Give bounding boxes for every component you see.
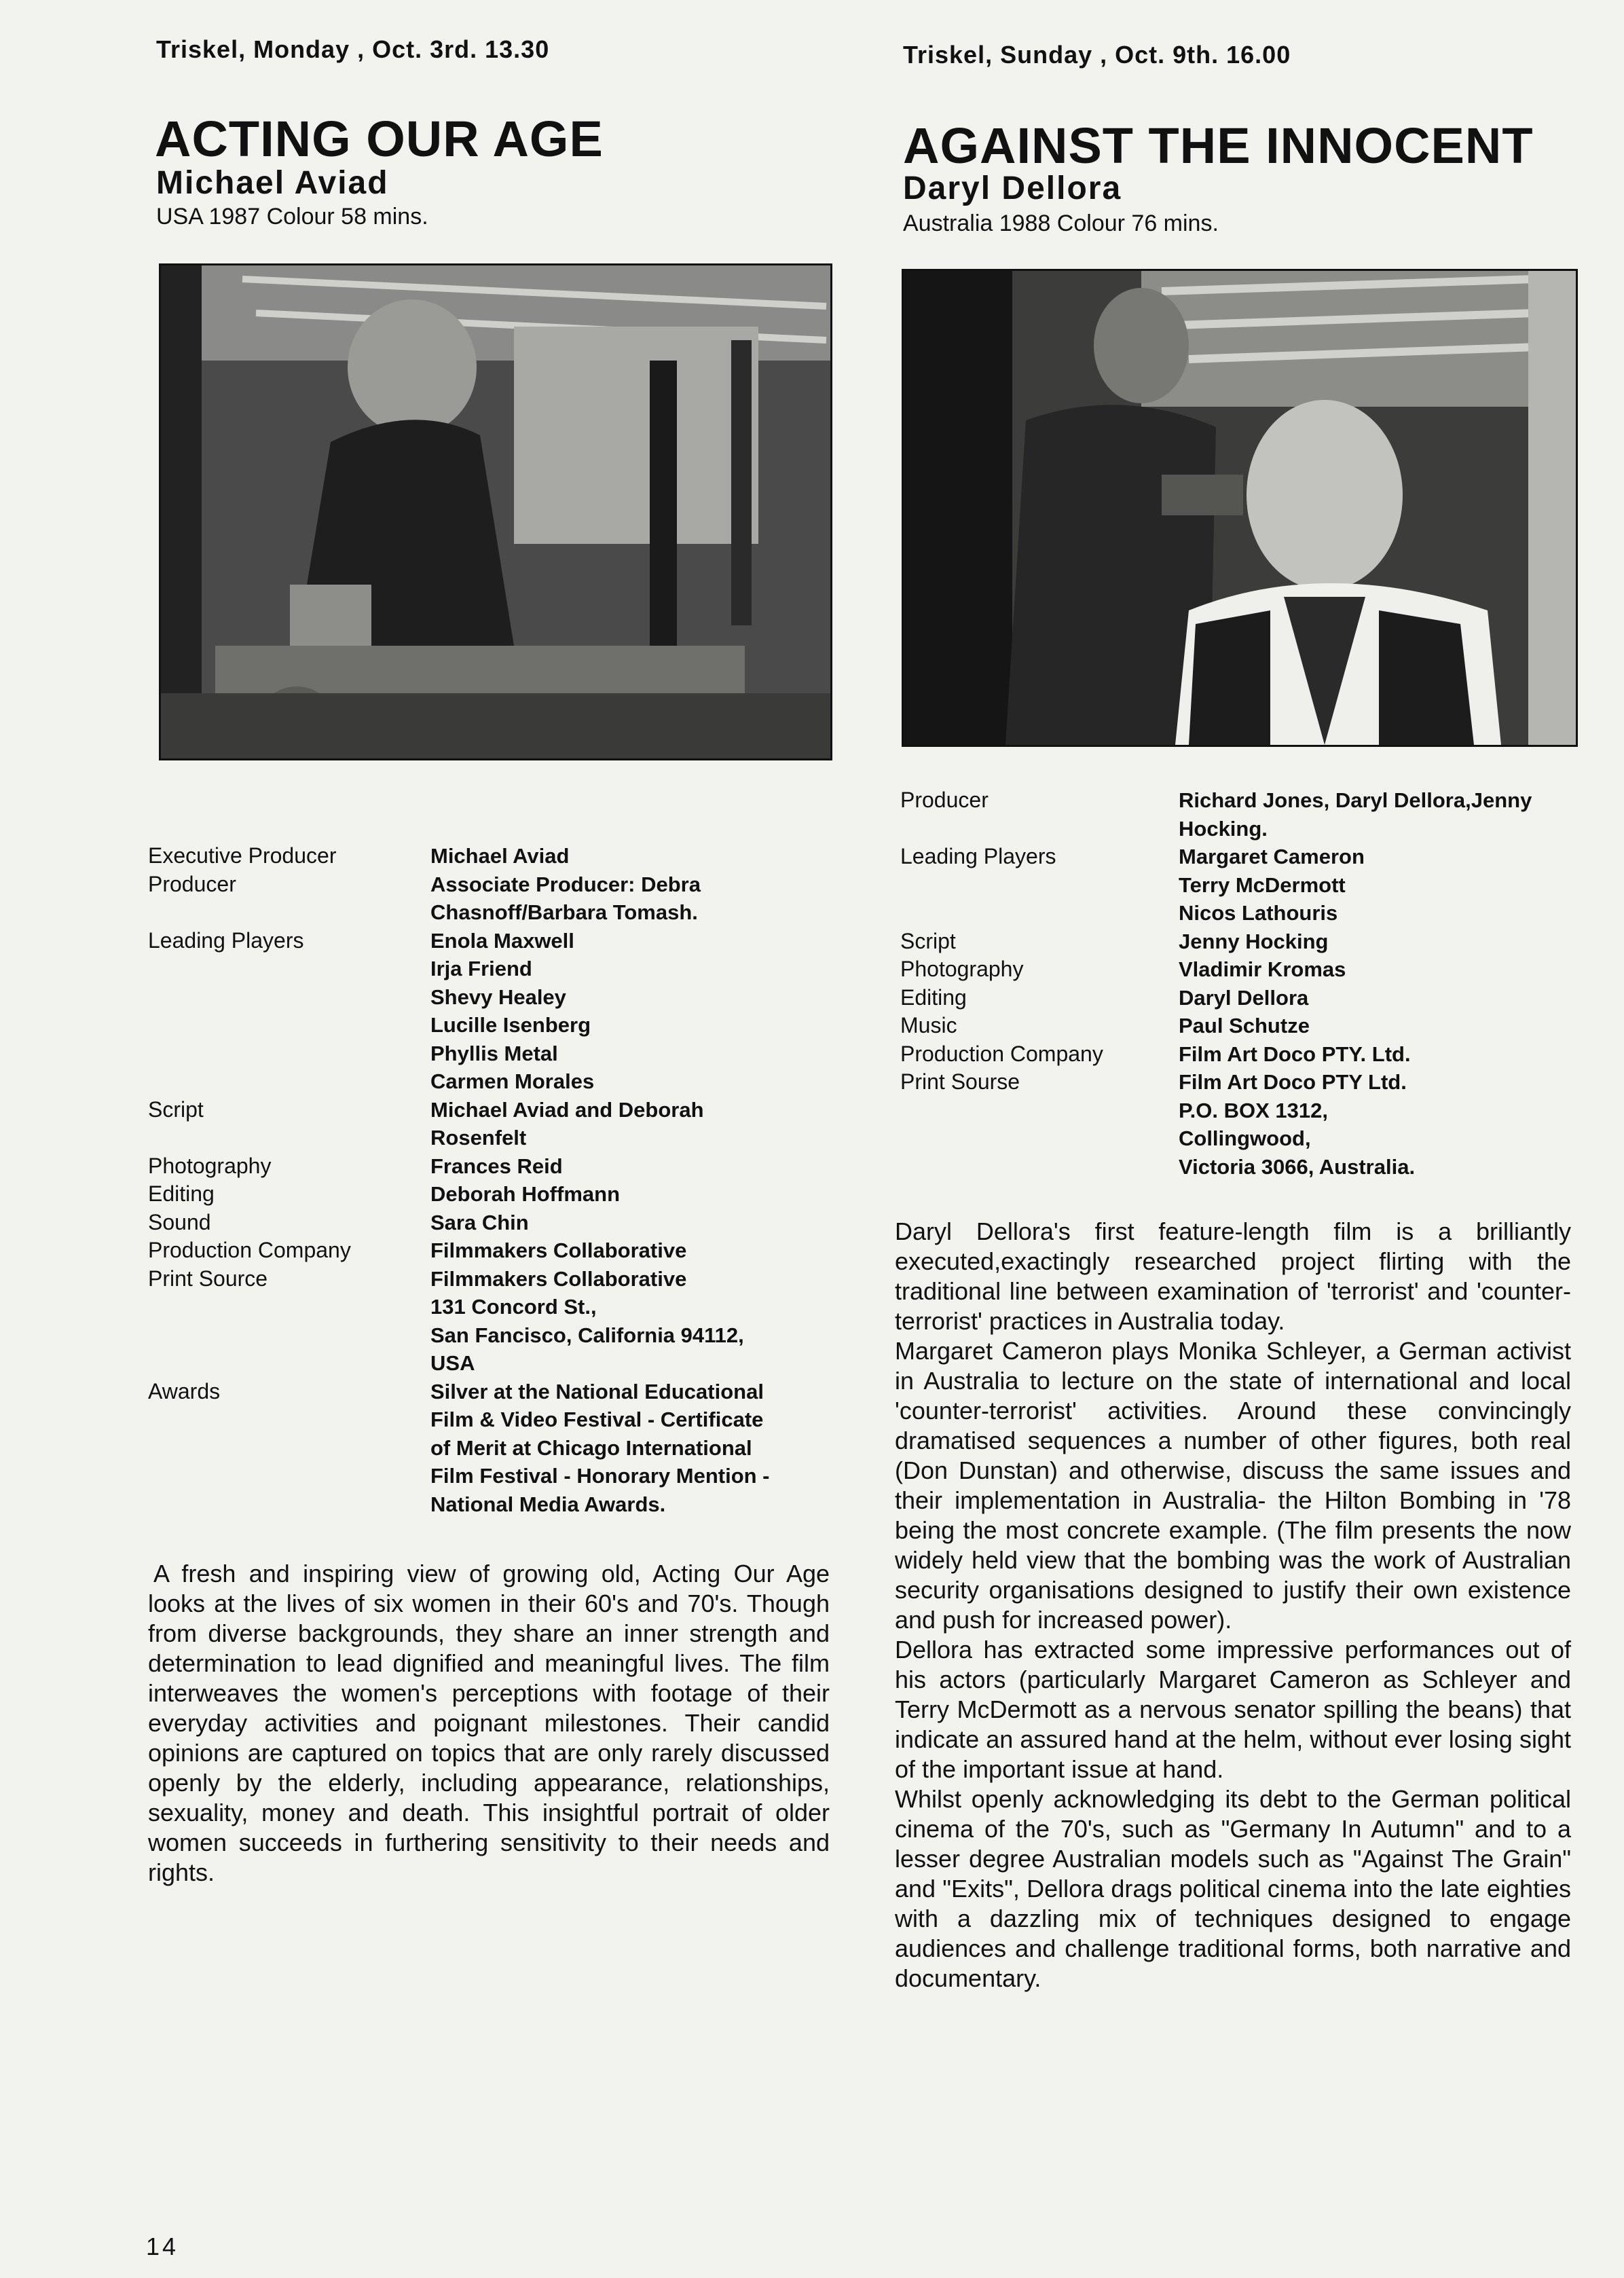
credit-value: Richard Jones, Daryl Dellora,Jenny Hocking.	[1179, 788, 1532, 841]
credit-row-leading-players	[900, 843, 1579, 927]
credit-row-producer	[148, 870, 834, 927]
credit-value: Jenny Hocking	[1179, 929, 1329, 953]
credit-row-executive-producer	[148, 842, 834, 870]
credit-value: Film Art Doco PTY Ltd. P.O. BOX 1312, Collingwood, Victoria 3066, Australia.	[1179, 1070, 1416, 1179]
credit-row-sound	[148, 1209, 834, 1237]
credit-value: Paul Schutze	[1179, 1014, 1310, 1037]
review-paragraph: Daryl Dellora's first feature-length film is a brilliantly executed,exactingly researched project flirting with the traditional line between examination of 'terrorist' and 'counter-terrorist' practices in Australia today.	[895, 1217, 1571, 1335]
credit-value: Frances Reid	[430, 1154, 563, 1178]
director-name: Michael Aviad	[156, 165, 389, 201]
credit-role: Script	[148, 1097, 204, 1122]
credit-row-production-company	[148, 1236, 834, 1265]
credit-value: Margaret Cameron Terry McDermott Nicos Lathouris	[1179, 845, 1365, 925]
credit-value: Michael Aviad	[430, 844, 570, 868]
credit-row-print-source	[900, 1068, 1579, 1181]
credit-value: Sara Chin	[430, 1210, 529, 1234]
credit-role: Photography	[148, 1153, 272, 1178]
credit-role: Production Company	[900, 1041, 1103, 1066]
film-still-photo	[159, 263, 832, 760]
review-paragraph: Dellora has extracted some impressive performances out of his actors (particularly Margaret Cameron as Schleyer and Terry McDermott as a nervous senator spilling the beans) that indicate an assured hand at the helm, without ever losing sight of the important issue at hand.	[895, 1636, 1571, 1783]
credit-role: Print Sourse	[900, 1069, 1020, 1094]
film-synopsis	[148, 1559, 830, 1888]
credit-value: Silver at the National Educational Film & Video Festival - Certificate of Merit at Chicago International Film Festival - Honorary Mention - National Media Awards.	[430, 1379, 770, 1516]
credit-value: Vladimir Kromas	[1179, 957, 1346, 981]
credit-role: Sound	[148, 1209, 211, 1234]
screening-info: Triskel, Sunday , Oct. 9th. 16.00	[903, 41, 1291, 69]
page-number: 14	[146, 2233, 179, 2260]
film-title: ACTING OUR AGE	[155, 111, 604, 167]
credit-role: Print Source	[148, 1266, 268, 1291]
credit-role: Executive Producer	[148, 843, 337, 868]
credit-role: Photography	[900, 957, 1024, 981]
credit-row-awards	[148, 1378, 834, 1519]
credit-value: Filmmakers Collaborative 131 Concord St., San Fancisco, California 94112, USA	[430, 1266, 744, 1375]
credit-role: Leading Players	[900, 844, 1056, 868]
credit-value: Film Art Doco PTY. Ltd.	[1179, 1042, 1411, 1066]
credit-role: Producer	[148, 871, 236, 896]
credit-role: Editing	[900, 985, 967, 1010]
credit-role: Producer	[900, 788, 989, 812]
review-paragraph: Margaret Cameron plays Monika Schleyer, a German activist in Australia to lecture on the state of international and local 'counter-terrorist' activities. Around these convincingly dramatised sequences a number of other figures, both real (Don Dunstan) and otherwise, discuss the same issues and their implementation in Australia- the Hilton Bombing in '78 being the most concrete example. (The film presents the now widely held view that the bombing was the work of Australian security organisations designed to justify their own existence and push for increased power).	[895, 1337, 1571, 1634]
film-review	[895, 1217, 1571, 1994]
credit-value: Associate Producer: Debra Chasnoff/Barbara Tomash.	[430, 872, 701, 924]
credit-row-leading-players	[148, 927, 834, 1096]
review-paragraph: Whilst openly acknowledging its debt to the German political cinema of the 70's, such as "Germany In Autumn" and to a lesser degree Australian models such as "Against The Grain" and "Exits", Dellora drags political cinema into the late eighties with a dazzling mix of techniques designed to engage audiences and challenge traditional forms, both narrative and documentary.	[895, 1785, 1571, 1992]
credit-role: Script	[900, 928, 956, 953]
screening-info: Triskel, Monday , Oct. 3rd. 13.30	[156, 35, 550, 63]
film-title: AGAINST THE INNOCENT	[903, 117, 1534, 174]
credit-row-script	[900, 927, 1579, 956]
credit-row-editing	[900, 984, 1579, 1012]
director-name: Daryl Dellora	[903, 170, 1122, 206]
credit-row-editing	[148, 1180, 834, 1209]
credit-row-photography	[900, 955, 1579, 984]
credit-row-production-company	[900, 1040, 1579, 1069]
credit-value: Enola Maxwell Irja Friend Shevy Healey Lucille Isenberg Phyllis Metal Carmen Morales	[430, 928, 595, 1093]
credit-row-music	[900, 1012, 1579, 1040]
credit-row-producer	[900, 786, 1579, 843]
credit-role: Production Company	[148, 1238, 351, 1262]
credit-row-photography	[148, 1152, 834, 1181]
credit-role: Music	[900, 1013, 957, 1037]
credit-value: Daryl Dellora	[1179, 985, 1309, 1010]
credit-value: Deborah Hoffmann	[430, 1182, 620, 1206]
film-still-photo	[902, 269, 1578, 747]
credit-role: Awards	[148, 1378, 221, 1403]
credit-role: Editing	[148, 1181, 215, 1206]
film-meta: Australia 1988 Colour 76 mins.	[903, 210, 1219, 236]
credit-value: Michael Aviad and Deborah Rosenfelt	[430, 1097, 704, 1150]
credit-row-print-source	[148, 1265, 834, 1378]
credits-list	[900, 786, 1579, 1181]
film-still-gunman-and-older-man-icon	[904, 271, 1576, 745]
film-meta: USA 1987 Colour 58 mins.	[156, 204, 428, 229]
film-still-woman-seated-icon	[161, 265, 830, 758]
synopsis-paragraph: A fresh and inspiring view of growing old, Acting Our Age looks at the lives of six women in their 60's and 70's. Though from diverse backgrounds, they share an inner strength and determination to lead dignified and meaningful lives. The film interweaves the women's perceptions with footage of their everyday activities and poignant milestones. Their candid opinions are captured on topics that are only rarely discussed openly by the elderly, including appearance, relationships, sexuality, money and death. This insightful portrait of older women succeeds in furthering sensitivity to their needs and rights.	[148, 1560, 830, 1886]
credit-value: Filmmakers Collaborative	[430, 1238, 687, 1262]
credit-role: Leading Players	[148, 927, 304, 953]
credit-row-script	[148, 1096, 834, 1152]
credits-list	[148, 842, 834, 1518]
